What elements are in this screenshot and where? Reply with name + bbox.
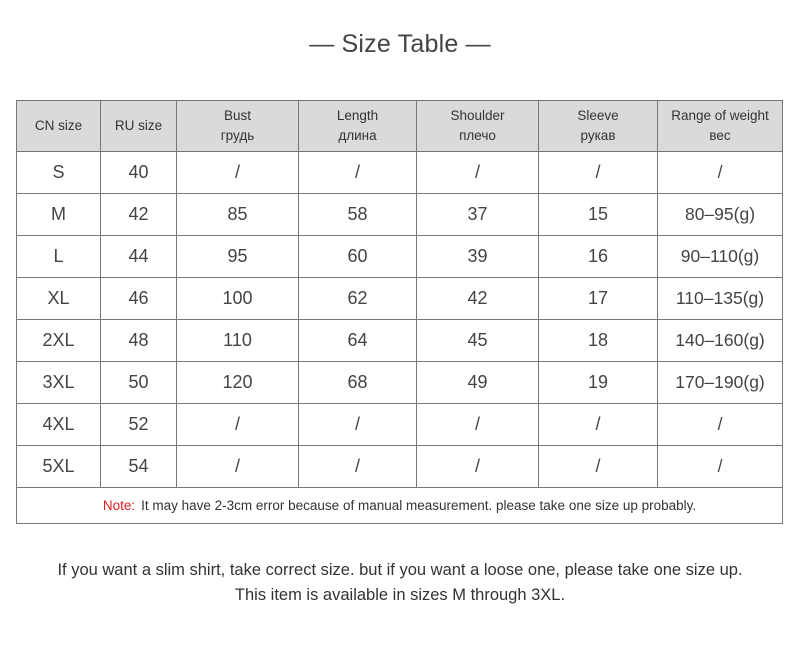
cell-length: / [299,446,417,488]
header-weight [658,101,783,152]
cell-bust: 85 [177,194,299,236]
cell-bust: 95 [177,236,299,278]
cell-weight: 90–110(g) [658,236,783,278]
cell-shoulder: / [417,446,539,488]
table-row [17,194,783,236]
cell-weight: / [658,446,783,488]
cell-shoulder: 49 [417,362,539,404]
header-label-ru: грудь [220,128,255,143]
table-row [17,362,783,404]
cell-ru-size: 54 [101,446,177,488]
cell-ru-size: 48 [101,320,177,362]
cell-sleeve: 15 [539,194,658,236]
cell-ru-size: 40 [101,152,177,194]
cell-length: / [299,404,417,446]
header-ru-size [101,101,177,152]
cell-shoulder: 42 [417,278,539,320]
cell-ru-size: 46 [101,278,177,320]
header-label-ru: плечо [459,128,496,143]
note-row [17,488,783,524]
cell-cn-size: L [17,236,101,278]
table-row [17,152,783,194]
footer-advice: If you want a slim shirt, take correct size. but if you want a loose one, please take one size up. [57,561,743,579]
cell-cn-size: XL [17,278,101,320]
header-label: Range of weight [671,108,769,123]
table-row [17,446,783,488]
cell-sleeve: / [539,152,658,194]
cell-ru-size: 50 [101,362,177,404]
cell-length: 62 [299,278,417,320]
cell-cn-size: S [17,152,101,194]
cell-sleeve: 18 [539,320,658,362]
cell-bust: / [177,446,299,488]
cell-sleeve: / [539,446,658,488]
cell-cn-size: 2XL [17,320,101,362]
note-cell [17,488,783,524]
cell-cn-size: M [17,194,101,236]
footer-availability: This item is available in sizes M through 3XL. [234,586,566,604]
header-label: Shoulder [450,108,505,123]
cell-bust: / [177,404,299,446]
cell-ru-size: 52 [101,404,177,446]
header-label: RU size [114,118,163,133]
cell-weight: 140–160(g) [658,320,783,362]
note-text: It may have 2-3cm error because of manual measurement. please take one size up probably. [141,498,697,513]
note-label: Note: [102,498,136,513]
cell-weight: / [658,152,783,194]
cell-weight: / [658,404,783,446]
header-bust [177,101,299,152]
page-title: — Size Table — [309,30,491,58]
cell-sleeve: 17 [539,278,658,320]
cell-shoulder: 39 [417,236,539,278]
cell-cn-size: 5XL [17,446,101,488]
cell-weight: 110–135(g) [658,278,783,320]
header-label: Sleeve [577,108,619,123]
cell-shoulder: 45 [417,320,539,362]
cell-sleeve: 16 [539,236,658,278]
header-sleeve [539,101,658,152]
cell-weight: 170–190(g) [658,362,783,404]
cell-weight: 80–95(g) [658,194,783,236]
header-cn-size [17,101,101,152]
cell-ru-size: 44 [101,236,177,278]
header-shoulder [417,101,539,152]
table-row [17,236,783,278]
header-label-ru: вес [709,128,731,143]
cell-length: / [299,152,417,194]
header-length [299,101,417,152]
cell-bust: 120 [177,362,299,404]
cell-length: 60 [299,236,417,278]
cell-length: 58 [299,194,417,236]
header-label: CN size [34,118,83,133]
cell-shoulder: / [417,404,539,446]
cell-bust: 110 [177,320,299,362]
cell-cn-size: 3XL [17,362,101,404]
table-row [17,320,783,362]
cell-cn-size: 4XL [17,404,101,446]
cell-sleeve: 19 [539,362,658,404]
cell-length: 68 [299,362,417,404]
cell-bust: 100 [177,278,299,320]
table-row [17,278,783,320]
header-label-ru: рукав [580,128,616,143]
table-header-row [17,101,783,152]
cell-bust: / [177,152,299,194]
cell-length: 64 [299,320,417,362]
size-table [16,100,783,524]
table-row [17,404,783,446]
cell-sleeve: / [539,404,658,446]
header-label: Bust [223,108,251,123]
cell-ru-size: 42 [101,194,177,236]
header-label-ru: длина [338,128,377,143]
header-label: Length [336,108,379,123]
cell-shoulder: 37 [417,194,539,236]
cell-shoulder: / [417,152,539,194]
